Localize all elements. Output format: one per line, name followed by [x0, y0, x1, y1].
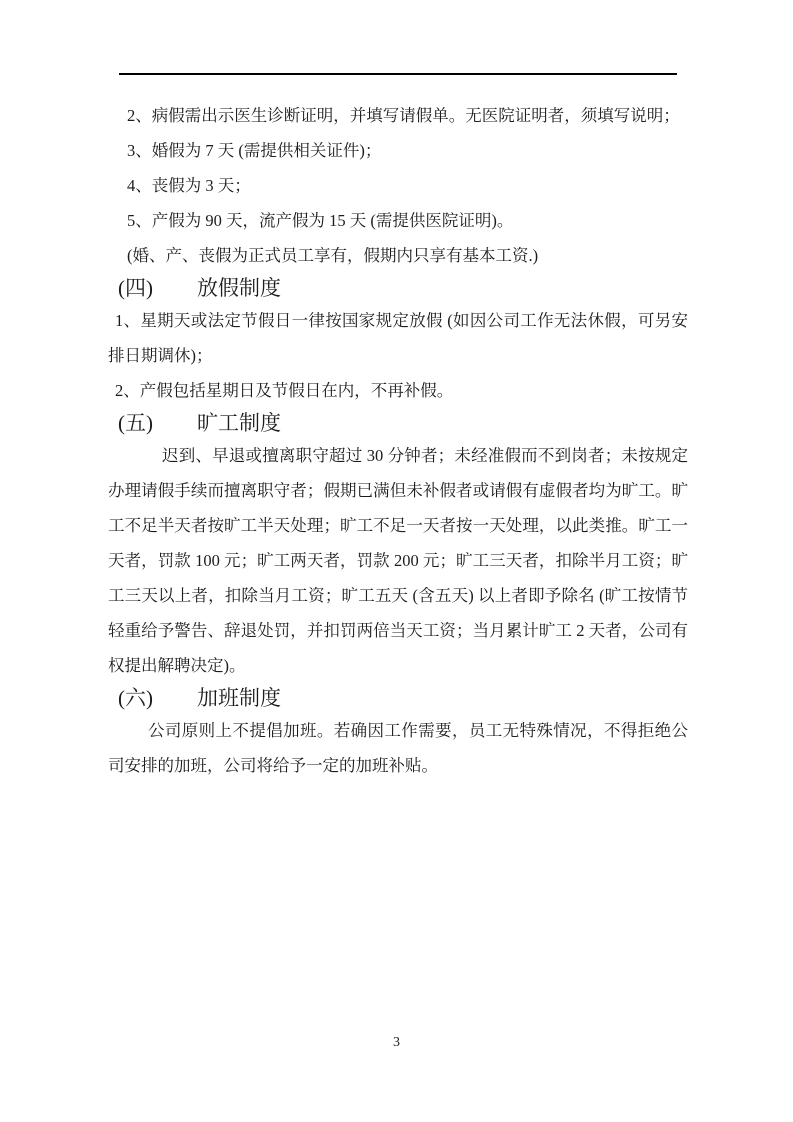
leave-rule-item: 5、产假为 90 天，流产假为 15 天 (需提供医院证明)。: [127, 211, 514, 230]
holiday-rule-item: 2、产假包括星期日及节假日在内，不再补假。: [115, 381, 454, 400]
section-title: 旷工制度: [197, 411, 281, 435]
leave-rule-item: (婚、产、丧假为正式员工享有，假期内只享有基本工资.): [127, 246, 539, 265]
header-divider-line: [119, 73, 677, 75]
section-heading-5: [108, 408, 688, 438]
holiday-rules-list: [108, 303, 688, 408]
section-title: 放假制度: [197, 276, 281, 300]
leave-rule-item: 3、婚假为 7 天 (需提供相关证件)；: [127, 141, 382, 160]
overtime-paragraph: 公司原则上不提倡加班。若确因工作需要，员工无特殊情况，不得拒绝公司安排的加班，公司将给予一定的加班补贴。: [108, 721, 688, 775]
page-footer: [0, 1035, 793, 1051]
section-heading-6: [108, 683, 688, 713]
section-number: (六): [118, 686, 153, 710]
absenteeism-paragraph: 迟到、早退或擅离职守超过 30 分钟者；未经准假而不到岗者；未按规定办理请假手续而擅离职守者；假期已满但未补假者或请假有虚假者均为旷工。旷工不足半天者按旷工半天处理；旷工不足一天者按一天处理，以此类推。旷工一天者，罚款 100 元；旷工两天者，罚款 200 元；旷工三天者，扣除半月工资；旷工三天以上者，扣除当月工资；旷工五天 (含五天) 以上者即予除名 (旷工按情节轻重给予警告、辞退处罚，并扣罚两倍当天工资；当月累计旷工 2 天者，公司有权提出解聘决定)。: [108, 446, 688, 675]
leave-rule-item: 4、丧假为 3 天；: [127, 176, 251, 195]
section-title: 加班制度: [197, 686, 281, 710]
leave-rule-item: 2、病假需出示医生诊断证明，并填写请假单。无医院证明者，须填写说明；: [127, 106, 680, 125]
section-number: (四): [118, 276, 153, 300]
page-number: 3: [393, 1035, 400, 1050]
holiday-rule-item: 1、星期天或法定节假日一律按国家规定放假 (如因公司工作无法休假，可另安排日期调休)；: [108, 311, 688, 365]
document-body: [108, 98, 688, 783]
section-heading-4: [108, 273, 688, 303]
section-number: (五): [118, 411, 153, 435]
leave-rules-list: [108, 98, 688, 273]
